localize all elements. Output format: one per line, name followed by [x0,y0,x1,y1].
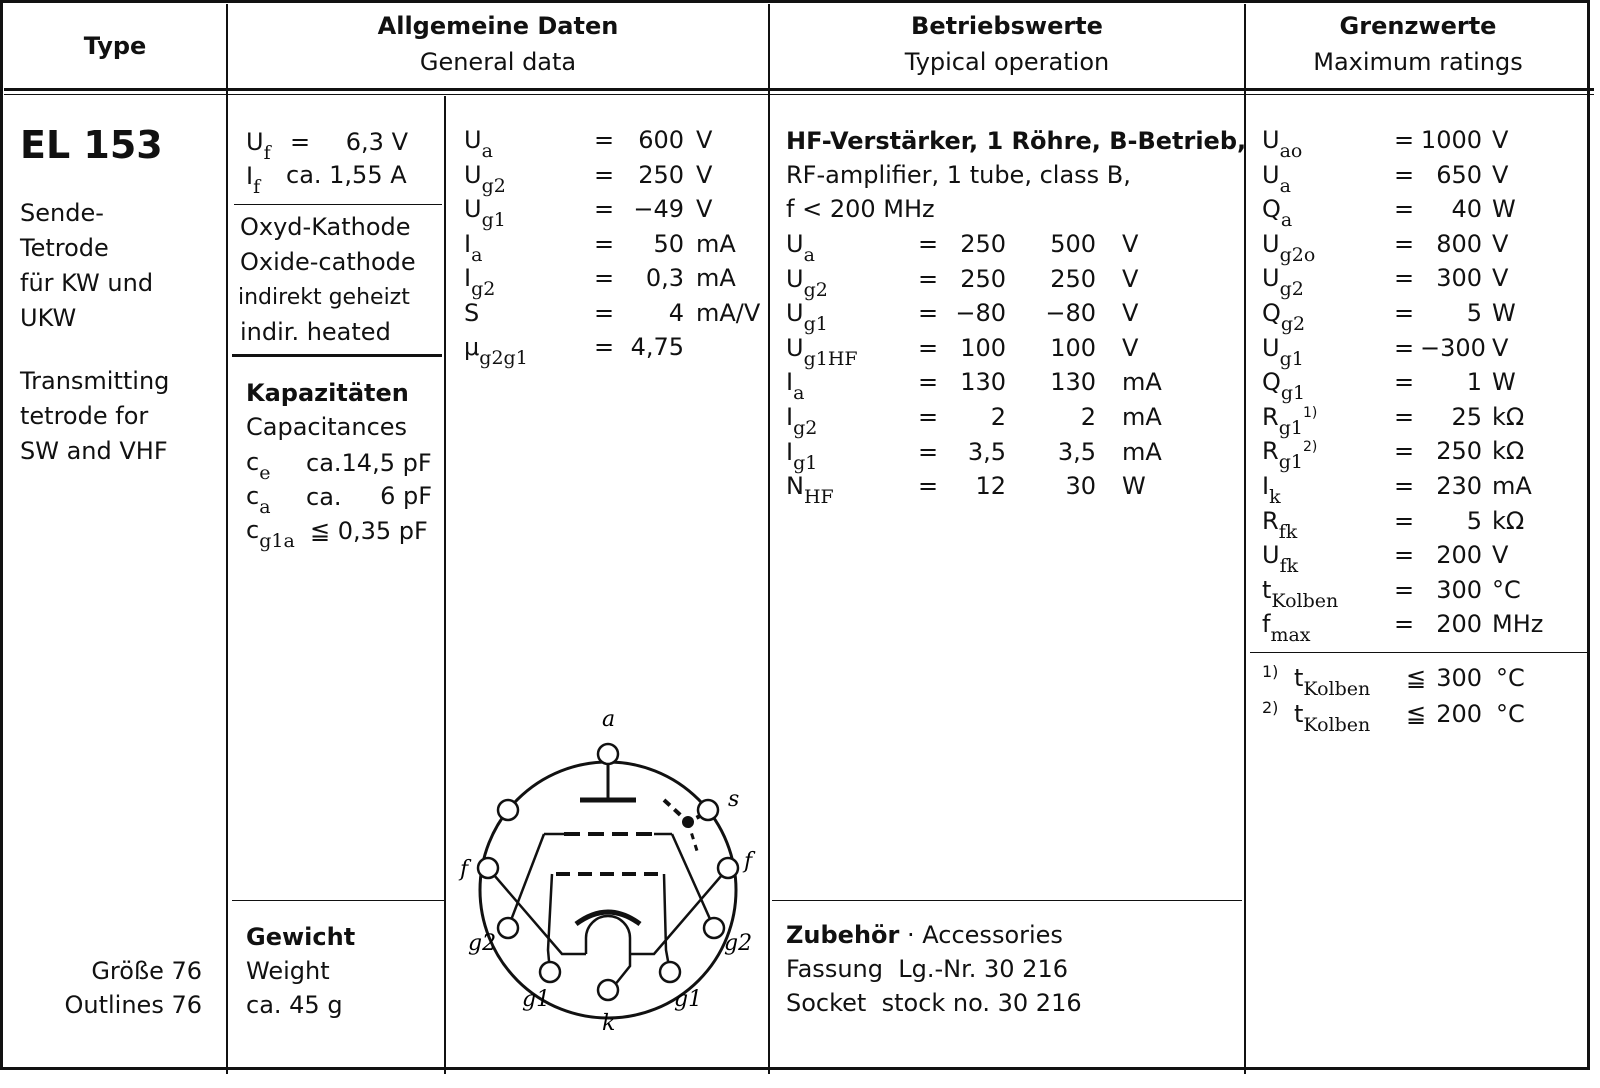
typical-value-2: 130 [1050,368,1096,397]
max-symbol-subscript: g2 [1279,278,1304,301]
cathode-lead [614,954,630,986]
max-equals: = [1394,610,1415,639]
footnote-value: 300 [1436,664,1482,692]
max-symbol-subscript: g2 [1280,313,1306,335]
footnote-unit: °C [1496,664,1525,692]
g1-left-lead [548,874,552,972]
max-symbol-subscript: g1 [1278,416,1303,439]
footnote-symbol-letter: t [1294,664,1304,692]
typical-unit: V [1122,299,1139,328]
tube-size-de: Größe 76 [91,957,202,985]
typical-symbol-subscript: HF [803,486,834,509]
max-unit: MHz [1492,610,1544,639]
general-symbol-subscript: g2g1 [479,347,528,369]
general-unit: mA [696,229,736,258]
general-symbol-letter: I [464,229,472,258]
typical-symbol [786,265,828,301]
typical-symbol-letter: U [786,230,804,258]
general-symbol [464,161,506,197]
general-symbol [464,299,479,335]
typical-value-2: 100 [1050,333,1096,362]
typical-unit: W [1122,472,1146,501]
max-value: −300 [1420,333,1486,362]
max-value: 40 [1451,195,1482,224]
max-unit: V [1492,229,1509,258]
typical-equals: = [918,230,939,258]
typical-value-1: 100 [960,333,1006,362]
typical-symbol-subscript: g1 [793,451,818,474]
max-symbol-letter: R [1262,402,1279,431]
typical-symbol [786,334,858,370]
typical-symbol-letter: I [786,437,794,466]
ca-prefix: ca. [306,483,342,511]
max-footnote-ref: 1) [1302,404,1318,421]
tube-desc-de-2: Tetrode [20,234,109,262]
weight-title-en: Weight [246,957,330,985]
typical-symbol-letter: U [786,333,804,362]
max-symbol [1262,161,1291,197]
cathode-arc [576,912,640,924]
label-g1-left: g1 [522,987,551,1012]
tube-desc-de-3: für KW und [20,269,154,297]
typical-unit: mA [1122,403,1162,431]
accessories-sep: · [907,921,915,949]
uf-symbol: $U_f$ [246,128,271,164]
typical-symbol-subscript: a [793,382,805,405]
general-symbol-letter: U [464,195,482,223]
footnote-symbol-letter: t [1294,700,1304,728]
typical-value-2: 30 [1065,472,1096,501]
typical-equals: = [918,437,939,466]
max-equals: = [1394,575,1415,604]
general-equals: = [594,298,615,327]
typical-value-1: 3,5 [967,437,1006,466]
typical-symbol [786,368,804,404]
capacitances-title-en: Capacitances [246,413,408,441]
max-symbol [1262,541,1298,577]
max-value: 650 [1436,160,1482,189]
max-value: 800 [1436,229,1482,258]
header-max-de: Grenzwerte [1339,12,1497,40]
header-max-en: Maximum ratings [1313,48,1523,76]
footnote-unit: °C [1496,700,1525,728]
general-symbol [464,333,528,369]
footnote-mark: 2) [1262,698,1279,717]
general-value: −49 [633,195,684,223]
general-equals: = [594,333,615,361]
max-symbol [1262,472,1281,508]
typical-value-1: 250 [960,264,1006,293]
tube-size-en: Outlines 76 [64,991,202,1019]
max-equals: = [1394,160,1415,189]
if-symbol: $I_f$ [246,162,261,198]
max-value: 1 [1466,368,1482,397]
heater-divider [234,204,442,205]
ca-symbol: $c_a$ [246,482,271,518]
max-equals: = [1394,264,1415,293]
pin-nc [498,800,518,820]
footnote-symbol-subscript: Kolben [1303,678,1371,700]
typical-symbol-subscript: g1HF [803,347,858,370]
general-value: 0,3 [645,264,684,292]
cathode-divider [232,354,442,357]
general-equals: = [594,229,615,258]
max-equals: = [1394,368,1415,397]
max-symbol [1262,610,1311,646]
typical-unit: V [1122,264,1139,293]
ce-value: ca.14,5 pF [306,449,432,477]
weight-value: ca. 45 g [246,991,343,1019]
typical-value-1: −80 [955,299,1006,328]
accessories-line [786,918,1063,953]
ca-value: 6 pF [380,482,432,510]
typical-title-en: RF-amplifier, 1 tube, class B, [786,161,1131,189]
footnote-symbol [1294,700,1370,736]
max-symbol-subscript: a [1280,209,1293,232]
tube-desc-en-3: SW and VHF [20,437,168,465]
max-value: 300 [1436,575,1482,604]
header-general-en: General data [419,48,577,76]
max-value: 250 [1436,437,1482,466]
label-g1-right: g1 [674,987,703,1012]
max-symbol-subscript: g2o [1279,243,1316,266]
max-value: 230 [1436,472,1482,500]
general-unit: mA/V [696,298,761,327]
max-footnote-ref: 2) [1302,439,1318,456]
max-symbol-letter: t [1262,575,1272,604]
if-value: ca. 1,55 A [286,161,407,189]
typical-value-2: 500 [1050,230,1096,258]
general-symbol [464,230,482,266]
pin-f-right [718,858,738,878]
typical-unit: V [1122,333,1139,362]
tube-name: EL 153 [20,123,163,167]
max-symbol-letter: I [1262,472,1270,500]
general-value: 50 [653,229,684,258]
max-symbol-subscript: fk [1278,520,1298,543]
footnote-value: 200 [1436,700,1482,728]
uf-value: 6,3 V [345,128,408,156]
max-symbol-letter: R [1262,437,1279,466]
max-symbol [1262,299,1305,335]
max-symbol [1262,264,1304,300]
cathode-shape [586,916,630,954]
max-symbol [1262,334,1304,370]
typical-symbol-subscript: g1 [803,313,828,336]
cathode-de: Oxyd-Kathode [240,213,411,241]
general-symbol [464,126,493,162]
typical-value-2: −80 [1045,299,1096,328]
socket-en: Socket stock no. 30 216 [786,989,1082,1017]
max-value: 5 [1466,506,1482,535]
max-symbol-letter: U [1262,126,1280,154]
max-unit: V [1492,264,1509,293]
footnote-relation: ≦ [1406,664,1427,692]
typical-value-1: 250 [960,230,1006,258]
general-unit: V [696,195,713,223]
general-symbol-letter: U [464,126,482,154]
max-symbol [1262,437,1317,473]
max-symbol-subscript: g1 [1279,347,1304,370]
max-value: 25 [1451,402,1482,431]
heating-de: indirekt geheizt [238,285,410,310]
general-symbol-subscript: a [481,140,493,162]
general-symbol-letter: S [464,298,480,327]
pin-g1-left [540,962,560,982]
label-k: k [602,1011,616,1036]
general-equals: = [594,195,615,223]
ce-symbol: $c_e$ [246,448,271,484]
max-symbol-subscript: a [1279,174,1291,197]
max-symbol-letter: U [1262,229,1280,258]
max-unit: W [1492,195,1516,224]
max-symbol [1262,195,1292,231]
footnote-divider [1250,652,1590,653]
label-a: a [602,707,616,732]
typical-symbol-subscript: a [803,244,815,266]
max-value: 200 [1436,610,1482,639]
max-symbol-subscript: g1 [1278,451,1303,474]
max-symbol-subscript: Kolben [1271,589,1339,612]
typical-symbol-subscript: g2 [803,278,828,301]
general-symbol-subscript: g2 [471,278,496,300]
max-symbol-letter: U [1262,264,1280,293]
heating-en: indir. heated [240,318,391,346]
tube-desc-de-4: UKW [20,304,77,332]
max-symbol [1262,230,1315,266]
max-symbol-subscript: ao [1279,140,1303,162]
general-value: 4 [668,298,684,327]
max-symbol-letter: f [1262,610,1271,639]
max-equals: = [1394,299,1415,327]
max-symbol [1262,368,1305,404]
typical-title-de: HF-Verstärker, 1 Röhre, B-Betrieb, [786,127,1247,155]
max-symbol-subscript: g1 [1280,382,1306,405]
max-symbol-letter: U [1262,160,1280,189]
typical-unit: mA [1122,437,1162,466]
capacitances-title-de: Kapazitäten [246,379,409,407]
heater-lead-right [630,868,728,954]
tube-desc-en-1: Transmitting [20,367,170,395]
typical-symbol [786,472,834,508]
header-divider-2 [4,94,1594,95]
typical-symbol [786,438,817,474]
max-value: 5 [1466,299,1482,327]
typical-value-2: 2 [1080,403,1096,431]
general-value: 250 [638,160,684,189]
pin-g1-right [660,962,680,982]
label-f-left: f [460,857,469,882]
max-equals: = [1394,333,1415,362]
typical-symbol [786,230,815,266]
cathode-en: Oxide-cathode [240,248,416,276]
typical-equals: = [918,403,939,431]
max-symbol-letter: Q [1262,299,1281,327]
weight-divider [232,900,444,901]
general-equals: = [594,264,615,292]
max-symbol-letter: R [1262,506,1279,535]
typical-symbol [786,299,828,335]
header-typical-de: Betriebswerte [911,12,1103,40]
max-equals: = [1394,229,1415,258]
accessories-de: Zubehör [786,921,900,949]
pin-g2-left [498,918,518,938]
max-symbol-letter: U [1262,541,1280,570]
max-unit: V [1492,333,1509,362]
footnote-symbol [1294,664,1370,700]
general-equals: = [594,160,615,189]
g2-right-lead [672,834,714,928]
general-symbol-letter: μ [464,333,480,361]
max-symbol-letter: Q [1262,368,1281,397]
col-divider-2 [768,4,770,1074]
max-symbol-subscript: max [1270,624,1311,647]
accessories-divider [772,900,1242,901]
max-equals: = [1394,506,1415,535]
general-symbol-subscript: a [471,243,483,266]
typical-equals: = [918,299,939,328]
label-f-right: f [744,849,753,874]
typical-value-1: 12 [975,472,1006,501]
max-equals: = [1394,472,1415,500]
pin-k [598,980,618,1000]
general-unit: V [696,126,713,154]
footnote-symbol-subscript: Kolben [1303,714,1371,736]
typical-symbol-letter: N [786,472,804,501]
general-unit: V [696,160,713,189]
max-unit: W [1492,299,1516,327]
typical-equals: = [918,333,939,362]
general-unit: mA [696,264,736,292]
pin-s [698,800,718,820]
general-value: 600 [638,126,684,154]
max-unit: kΩ [1492,506,1525,535]
label-s: s [728,787,740,812]
max-unit: V [1492,541,1509,570]
max-unit: mA [1492,472,1532,500]
footnote-relation: ≦ [1406,700,1427,728]
max-equals: = [1394,541,1415,570]
header-typical-en: Typical operation [904,48,1110,76]
col-divider-3 [1244,4,1246,1074]
col-divider-1 [226,4,228,1074]
general-symbol-letter: I [464,264,472,292]
max-value: 200 [1436,541,1482,570]
typical-value-2: 3,5 [1057,437,1096,466]
typical-value-1: 2 [990,403,1006,431]
general-symbol-subscript: g2 [481,174,506,197]
typical-symbol-letter: I [786,403,794,431]
max-unit: °C [1492,575,1521,604]
general-symbol [464,264,495,300]
max-value: 1000 [1420,126,1482,154]
typical-equals: = [918,368,939,397]
max-unit: kΩ [1492,402,1525,431]
tube-desc-de-1: Sende- [20,199,104,227]
max-symbol [1262,576,1338,612]
typical-unit: mA [1122,368,1162,397]
typical-unit: V [1122,230,1139,258]
header-type: Type [83,32,147,60]
general-equals: = [594,126,615,154]
weight-title-de: Gewicht [246,923,356,951]
typical-value-1: 130 [960,368,1006,397]
max-equals: = [1394,402,1415,431]
typical-symbol [786,403,817,439]
max-unit: kΩ [1492,437,1525,466]
max-symbol-subscript: k [1269,486,1281,508]
uf-equals: = [290,128,311,156]
col-divider-general [444,96,446,1074]
max-unit: V [1492,126,1509,154]
heater-lead-left [488,868,586,954]
max-unit: V [1492,160,1509,189]
typical-value-2: 250 [1050,264,1096,293]
base-pin-diagram [452,700,764,1040]
max-equals: = [1394,126,1415,154]
max-equals: = [1394,437,1415,466]
header-divider [4,88,1594,91]
tube-desc-en-2: tetrode for [20,402,149,430]
cg1a-value: ≦ 0,35 pF [310,517,428,545]
max-value: 300 [1436,264,1482,293]
max-symbol [1262,403,1317,439]
max-symbol-subscript: fk [1279,555,1299,578]
typical-symbol-letter: U [786,264,804,293]
typical-freq: f < 200 MHz [786,195,935,223]
max-symbol [1262,507,1297,543]
cg1a-symbol: $c_{g1a}$ [246,516,295,552]
label-g2-right: g2 [724,931,753,956]
typical-equals: = [918,264,939,293]
max-symbol-letter: U [1262,333,1280,362]
g1-right-lead [664,874,670,972]
socket-de: Fassung Lg.-Nr. 30 216 [786,955,1068,983]
typical-symbol-letter: I [786,368,794,397]
header-general-de: Allgemeine Daten [377,12,619,40]
accessories-en: Accessories [922,921,1063,949]
general-symbol [464,195,506,231]
pin-g2-right [704,918,724,938]
max-symbol-letter: Q [1262,195,1281,224]
typical-symbol-letter: U [786,299,804,328]
typical-equals: = [918,472,939,501]
footnote-mark: 1) [1262,662,1279,681]
pin-a [598,744,618,764]
general-symbol-letter: U [464,160,482,189]
general-symbol-subscript: g1 [481,209,506,231]
typical-symbol-subscript: g2 [793,417,818,439]
max-unit: W [1492,368,1516,397]
label-g2-left: g2 [468,931,497,956]
general-value: 4,75 [630,333,684,361]
max-equals: = [1394,195,1415,224]
pin-f-left [478,858,498,878]
max-symbol [1262,126,1302,162]
